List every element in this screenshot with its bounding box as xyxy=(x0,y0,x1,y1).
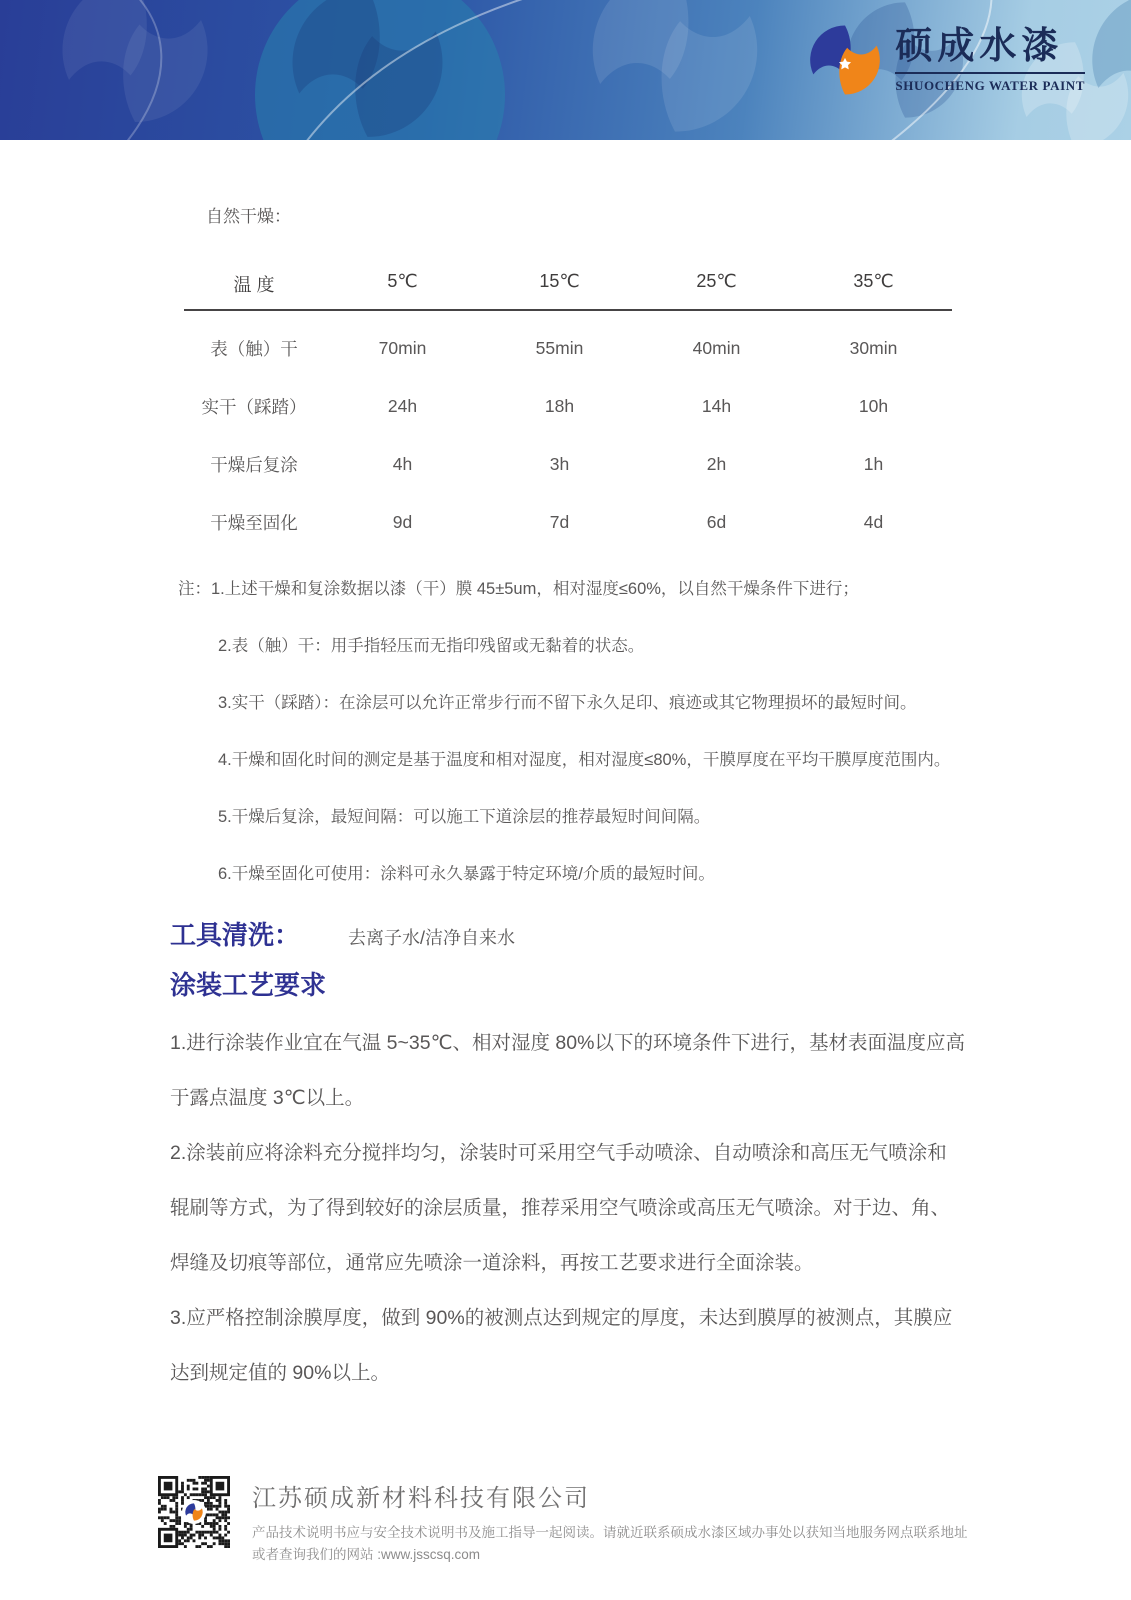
process-paragraph-2: 2.涂装前应将涂料充分搅拌均匀，涂装时可采用空气手动喷涂、自动喷涂和高压无气喷涂和辊刷等方式，为了得到较好的涂层质量，推荐采用空气喷涂或高压无气喷涂。对于边、角、焊缝及切痕等部位，通常应先喷涂一道涂料，再按工艺要求进行全面涂装。 xyxy=(170,1141,951,1274)
cell: 4h xyxy=(392,453,413,474)
company-name: 江苏硕成新材料科技有限公司 xyxy=(252,1485,590,1512)
qr-code xyxy=(158,1476,230,1548)
table-row xyxy=(184,319,952,377)
process-paragraph-3: 3.应严格控制涂膜厚度，做到 90%的被测点达到规定的厚度，未达到膜厚的被测点，其膜应达到规定值的 90%以上。 xyxy=(170,1306,953,1384)
table-header-5c: 5℃ xyxy=(387,271,418,291)
tool-cleaning-section xyxy=(170,917,965,953)
row-label: 表（触）干 xyxy=(210,338,298,359)
cell: 18h xyxy=(544,395,575,416)
cell: 14h xyxy=(701,395,732,416)
cell: 1h xyxy=(863,453,884,474)
natural-drying-label: 自然干燥： xyxy=(206,207,291,226)
document-body xyxy=(0,140,1131,1401)
table-row xyxy=(184,377,952,435)
cell: 70min xyxy=(378,337,427,358)
tool-cleaning-value: 去离子水/洁净自来水 xyxy=(348,928,516,948)
note-item-2: 2.表（触）干：用手指轻压而无指印残留或无黏着的状态。 xyxy=(218,637,645,655)
drying-time-table xyxy=(184,261,952,551)
table-row xyxy=(184,435,952,493)
notes-list xyxy=(170,575,965,884)
note-item-4: 4.干燥和固化时间的测定是基于温度和相对湿度，相对湿度≤80%，干膜厚度在平均干膜厚度范围内。 xyxy=(218,751,951,769)
row-label: 干燥后复涂 xyxy=(210,454,298,475)
brand-logo xyxy=(809,24,1085,96)
coating-process-heading: 涂装工艺要求 xyxy=(170,970,327,1001)
cell: 55min xyxy=(535,337,584,358)
header-banner xyxy=(0,0,1131,140)
process-paragraph-1: 1.进行涂装作业宜在气温 5~35℃、相对湿度 80%以下的环境条件下进行，基材表面温度应高于露点温度 3℃以上。 xyxy=(170,1031,965,1109)
footer-note xyxy=(252,1522,1042,1566)
cell: 4d xyxy=(863,511,884,532)
table-header-row xyxy=(184,261,952,311)
note-item-5: 5.干燥后复涂，最短间隔：可以施工下道涂层的推荐最短时间间隔。 xyxy=(218,808,711,826)
cell: 24h xyxy=(387,395,418,416)
table-header-15c: 15℃ xyxy=(539,271,580,291)
page-footer xyxy=(158,1476,1042,1566)
coating-process-paragraphs xyxy=(170,1016,965,1401)
note-item-6: 6.干燥至固化可使用：涂料可永久暴露于特定环境/介质的最短时间。 xyxy=(218,865,715,883)
cell: 2h xyxy=(706,453,727,474)
table-header-25c: 25℃ xyxy=(696,271,737,291)
cell: 3h xyxy=(549,453,570,474)
row-label: 干燥至固化 xyxy=(210,512,298,533)
note-item-3: 3.实干（踩踏）：在涂层可以允许正常步行而不留下永久足印、痕迹或其它物理损坏的最短时间。 xyxy=(218,694,917,712)
table-body xyxy=(184,311,952,551)
qr-center-logo-icon xyxy=(182,1500,206,1524)
cell: 10h xyxy=(858,395,889,416)
brand-swirl-icon xyxy=(809,24,881,96)
cell: 6d xyxy=(706,511,727,532)
cell: 40min xyxy=(692,337,741,358)
cell: 9d xyxy=(392,511,413,532)
footer-note-line-1: 产品技术说明书应与安全技术说明书及施工指导一起阅读。请就近联系硕成水漆区域办事处以获知当地服务网点联系地址 xyxy=(252,1525,968,1540)
note-item-1: 注：1.上述干燥和复涂数据以漆（干）膜 45±5um，相对湿度≤60%，以自然干燥条件下进行； xyxy=(178,580,859,598)
cell: 30min xyxy=(849,337,898,358)
natural-drying-section xyxy=(170,202,965,884)
table-header-temperature: 温 度 xyxy=(233,275,275,295)
brand-name-cn: 硕成水漆 xyxy=(895,26,1085,74)
footer-note-line-2: 或者查询我们的网站 :www.jsscsq.com xyxy=(252,1546,481,1562)
row-label: 实干（踩踏） xyxy=(201,396,307,417)
cell: 7d xyxy=(549,511,570,532)
table-header-35c: 35℃ xyxy=(853,271,894,291)
brand-name-en: SHUOCHENG WATER PAINT xyxy=(895,77,1085,93)
table-row xyxy=(184,493,952,551)
tool-cleaning-heading: 工具清洗： xyxy=(170,920,301,950)
coating-process-section xyxy=(170,967,965,1400)
